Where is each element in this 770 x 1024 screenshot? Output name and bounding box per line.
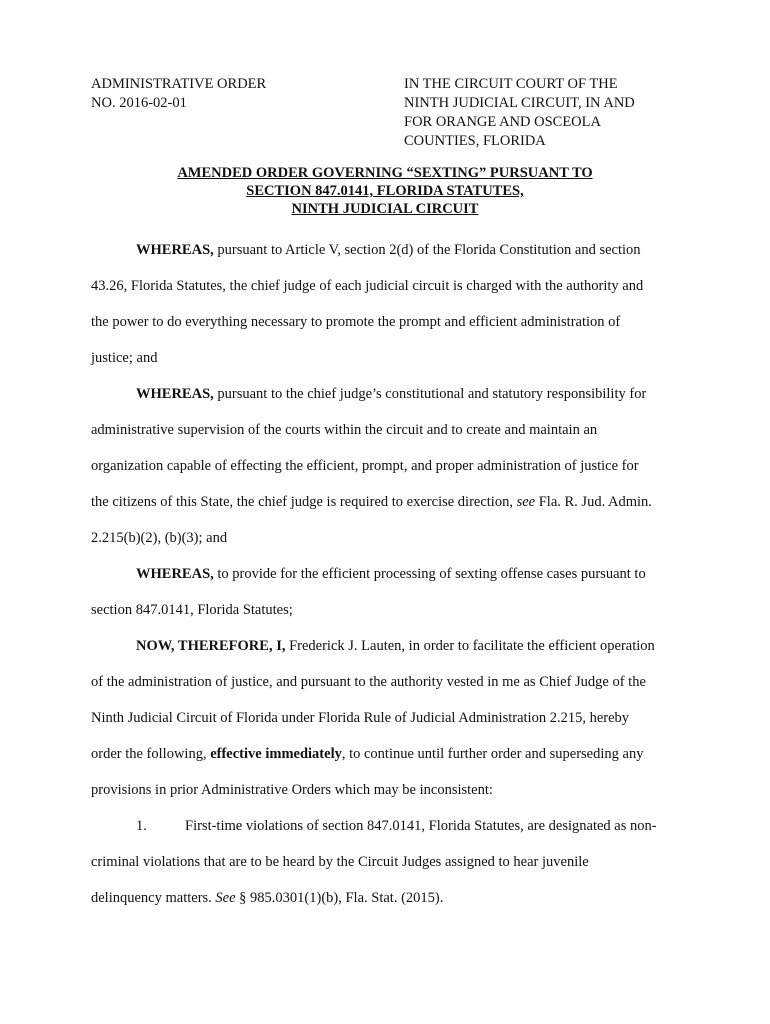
citation-signal: see <box>516 494 536 510</box>
now-therefore-lead: NOW, THEREFORE, I, <box>136 638 286 654</box>
now-therefore-paragraph <box>91 628 691 808</box>
court-caption-block <box>404 75 635 151</box>
paragraph-line: WHEREAS, pursuant to Article V, section 2(d) of the Florida Constitution and section <box>136 242 641 258</box>
court-caption-line: FOR ORANGE AND OSCEOLA <box>404 114 601 130</box>
title-line: AMENDED ORDER GOVERNING “SEXTING” PURSUANT TO <box>177 165 593 181</box>
court-caption-line: IN THE CIRCUIT COURT OF THE <box>404 76 618 92</box>
order-title <box>0 164 770 218</box>
whereas-lead: WHEREAS, <box>136 566 214 582</box>
whereas-paragraph-2 <box>91 376 691 556</box>
whereas-paragraph-1 <box>91 232 691 376</box>
citation-signal: See <box>215 890 236 906</box>
whereas-paragraph-3 <box>91 556 691 628</box>
paragraph-line: the citizens of this State, the chief judge is required to exercise direction, see Fla. R. Jud. Admin. <box>91 494 652 510</box>
paragraph-line: the power to do everything necessary to promote the prompt and efficient administration of <box>91 314 621 330</box>
paragraph-line: administrative supervision of the courts within the circuit and to create and maintain an <box>91 422 598 438</box>
paragraph-line: Ninth Judicial Circuit of Florida under Florida Rule of Judicial Administration 2.215, hereby <box>91 710 630 726</box>
order-number: NO. 2016-02-01 <box>91 95 187 111</box>
court-caption-line: NINTH JUDICIAL CIRCUIT, IN AND <box>404 95 635 111</box>
order-label: ADMINISTRATIVE ORDER <box>91 76 267 92</box>
paragraph-line: WHEREAS, to provide for the efficient processing of sexting offense cases pursuant to <box>136 566 646 582</box>
whereas-lead: WHEREAS, <box>136 242 214 258</box>
item-number: 1. <box>136 818 147 834</box>
paragraph-line: justice; and <box>91 350 158 366</box>
court-caption-line: COUNTIES, FLORIDA <box>404 133 546 149</box>
whereas-lead: WHEREAS, <box>136 386 214 402</box>
paragraph-line: delinquency matters. See § 985.0301(1)(b), Fla. Stat. (2015). <box>91 890 444 906</box>
paragraph-line: 2.215(b)(2), (b)(3); and <box>91 530 228 546</box>
order-number-block <box>91 75 266 113</box>
paragraph-line: NOW, THEREFORE, I, Frederick J. Lauten, in order to facilitate the efficient operation <box>136 638 655 654</box>
title-line: NINTH JUDICIAL CIRCUIT <box>291 201 479 217</box>
paragraph-line: WHEREAS, pursuant to the chief judge’s constitutional and statutory responsibility for <box>136 386 647 402</box>
title-line: SECTION 847.0141, FLORIDA STATUTES, <box>246 183 524 199</box>
paragraph-line: of the administration of justice, and pursuant to the authority vested in me as Chief Judge of the <box>91 674 646 690</box>
paragraph-line: order the following, effective immediately, to continue until further order and superseding any <box>91 746 644 762</box>
paragraph-line: organization capable of effecting the efficient, prompt, and proper administration of justice for <box>91 458 639 474</box>
order-body <box>91 232 691 916</box>
paragraph-line: 1. First-time violations of section 847.0141, Florida Statutes, are designated as non- <box>91 808 691 844</box>
numbered-item-1 <box>91 808 691 916</box>
paragraph-line: criminal violations that are to be heard by the Circuit Judges assigned to hear juvenile <box>91 854 589 870</box>
paragraph-line: provisions in prior Administrative Orders which may be inconsistent: <box>91 782 493 798</box>
paragraph-line: 43.26, Florida Statutes, the chief judge of each judicial circuit is charged with the authority and <box>91 278 644 294</box>
effective-immediately: effective immediately <box>210 746 342 762</box>
paragraph-line: section 847.0141, Florida Statutes; <box>91 602 293 618</box>
